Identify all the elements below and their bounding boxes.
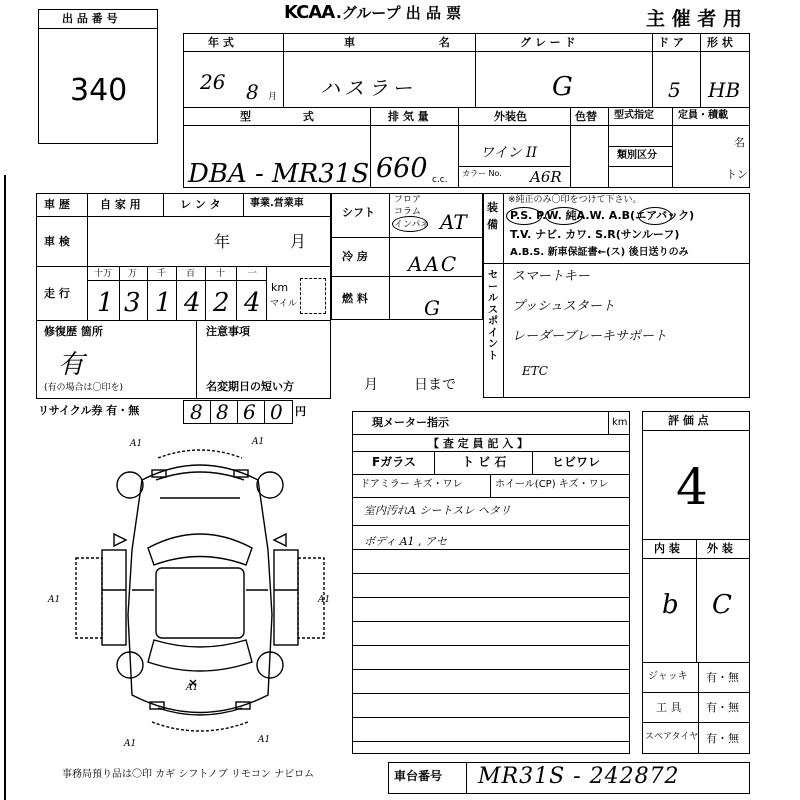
car-name-label: 車 名	[344, 36, 490, 49]
mirror-label: ドアミラー キズ・ワレ	[360, 479, 463, 490]
displacement-label: 排 気 量	[388, 110, 429, 123]
brand-logo: KCAA	[284, 2, 335, 23]
note-rule-line	[352, 645, 630, 646]
meter-label: 現メーター指示	[372, 416, 449, 429]
damage-mark-left-side: A1	[48, 595, 61, 605]
inspection-remark-1: 室内汚れA シートスレ ヘタリ	[364, 504, 511, 517]
score-label: 評 価 点	[668, 414, 709, 427]
damage-mark-roof: A1	[186, 683, 199, 693]
note-rule-line	[352, 597, 630, 598]
mileage-digit-label-2: 万	[128, 269, 138, 279]
color-number-value: A6R	[530, 168, 562, 186]
recycle-unit: 円	[295, 405, 306, 418]
ac-value: AAC	[408, 252, 459, 276]
sales-point-label: セールスポイント	[488, 270, 498, 362]
inspector-label: 【 査 定 員 記 入 】	[428, 437, 528, 450]
month-value: 8	[246, 80, 259, 104]
history-label: 車 歴	[44, 198, 70, 211]
month-unit: 月	[268, 92, 278, 102]
ac-label: 冷 房	[342, 250, 368, 263]
ps-circle	[506, 207, 542, 225]
inspection-label: 車 検	[44, 235, 70, 248]
displacement-value: 660	[376, 153, 428, 184]
note-rule-line	[352, 717, 630, 718]
exterior-color-label: 外装色	[494, 110, 527, 123]
name-change-label: 名変期日の短い方	[206, 380, 294, 393]
note-rule-line	[352, 549, 630, 550]
repair-history-value: 有	[58, 350, 85, 380]
glass-chip: ト ビ 石	[462, 455, 507, 469]
tools-value: 有・無	[706, 701, 739, 714]
model-value: DBA - MR31S	[188, 159, 370, 189]
score-value: 4	[676, 458, 708, 516]
mileage-digit-4: 4	[184, 288, 201, 318]
model-label: 型 式	[240, 110, 338, 123]
grade-value: G	[552, 72, 573, 102]
color-number-label: カラー No.	[462, 169, 502, 178]
mileage-digit-1: 1	[97, 288, 114, 318]
jack-value: 有・無	[706, 671, 739, 684]
damage-mark-front-right: A1	[252, 437, 265, 447]
exterior-color-value: ワイン II	[480, 145, 538, 161]
repair-history-label: 修復歴 箇所	[44, 325, 103, 338]
history-private[interactable]: 自 家 用	[100, 198, 141, 211]
fuel-value: G	[424, 296, 440, 320]
spare-tire-value: 有・無	[706, 732, 739, 745]
meter-unit: km	[612, 417, 628, 428]
jack-label: ジャッキ	[648, 671, 688, 682]
doors-label: ド ア	[658, 36, 684, 49]
equipment-note: ※純正のみ〇印をつけて下さい。	[508, 195, 642, 205]
category-label: 類別区分	[617, 150, 657, 161]
recycle-digit-2: 8	[216, 400, 229, 424]
glass-label: Fガラス	[372, 455, 416, 469]
exterior-value: C	[712, 590, 732, 620]
ab-circle	[638, 207, 672, 225]
glass-crack: ヒビワレ	[552, 455, 601, 469]
mileage-digit-label-6: 一	[248, 269, 258, 279]
shift-selected-circle	[392, 216, 428, 232]
mileage-digit-5: 2	[213, 288, 230, 318]
capacity-ton-unit: トン	[726, 168, 748, 181]
year-label: 年 式	[208, 36, 234, 49]
damage-mark-right-side: A1	[318, 595, 331, 605]
shift-floor: フロア	[394, 195, 422, 205]
mileage-unit-km: km	[271, 281, 289, 294]
shift-value: AT	[440, 210, 467, 234]
repair-history-note: (有の場合は〇印を)	[44, 383, 124, 393]
year-value: 26	[200, 70, 226, 94]
damage-mark-rear-left: A1	[124, 739, 137, 749]
shape-label: 形 状	[707, 36, 733, 49]
chassis-number: MR31S - 242872	[478, 764, 680, 789]
name-change-month: 月	[364, 377, 378, 393]
repaint-label: 色替	[575, 110, 597, 123]
mileage-digit-label-4: 百	[186, 269, 196, 279]
recycle-digit-1: 8	[190, 400, 203, 424]
sales-point-4: ETC	[522, 364, 548, 378]
note-rule-line	[352, 621, 630, 622]
fuel-label: 燃 料	[342, 292, 368, 305]
wheel-label: ホイール(CP) キズ・ワレ	[495, 479, 609, 490]
notes-label: 注意事項	[206, 325, 250, 338]
type-designation-label: 型式指定	[614, 110, 654, 121]
inspection-remark-2: ボディ A1 , アセ	[364, 535, 447, 548]
history-rental[interactable]: レ ン タ	[180, 198, 221, 211]
note-rule-line	[352, 669, 630, 670]
interior-label: 内 装	[654, 542, 680, 555]
inspection-month-unit: 月	[290, 232, 307, 251]
equipment-line-2: T.V. ナビ. カワ. S.R(サンルーフ)	[510, 228, 680, 241]
office-note: 事務局預り品は〇印 カギ シフトノブ リモコン ナビロム	[62, 769, 315, 780]
mileage-unit-mile: マイル	[270, 299, 297, 309]
sheet-title: .グループ 出 品 票	[336, 4, 462, 22]
note-rule-line	[352, 573, 630, 574]
mileage-digit-label-5: 十	[216, 269, 226, 279]
pw-circle	[545, 207, 583, 225]
shift-panel: インパネ	[394, 220, 430, 230]
spare-tire-label: スペアタイヤ	[645, 732, 699, 742]
shift-column: コラム	[394, 207, 421, 217]
note-rule-line	[352, 525, 630, 526]
tools-label: 工 具	[656, 701, 682, 714]
recycle-digit-4: 0	[270, 400, 283, 424]
car-damage-diagram	[60, 437, 340, 760]
equipment-line-3: A.B.S. 新車保証書←(ス) 後日送りのみ	[510, 247, 689, 258]
lot-number-label: 出 品 番 号	[62, 12, 118, 25]
recycle-digit-3: 6	[243, 400, 256, 424]
damage-mark-rear-right: A1	[258, 735, 271, 745]
shape-value: HB	[708, 78, 741, 102]
name-change-day: 日まで	[414, 377, 456, 393]
note-rule-line	[352, 693, 630, 694]
shift-label: シフト	[342, 206, 375, 219]
displacement-unit: c.c.	[432, 175, 448, 185]
sales-point-3: レーダーブレーキサポート	[512, 329, 667, 344]
chassis-label: 車台番号	[394, 769, 443, 783]
sales-point-2: プッシュスタート	[512, 299, 615, 314]
equipment-label: 装 備	[487, 201, 498, 231]
mileage-digit-2: 3	[124, 288, 141, 318]
mileage-label: 走 行	[44, 287, 70, 300]
grade-label: グ レ ー ド	[520, 36, 576, 49]
note-rule-line	[352, 741, 630, 742]
mileage-digit-6: 4	[244, 288, 261, 318]
binding-edge	[4, 175, 6, 800]
recycle-label: リサイクル券 有・無	[38, 404, 140, 417]
interior-value: b	[662, 590, 679, 620]
exterior-label: 外 装	[707, 542, 733, 555]
mileage-digit-label-3: 千	[157, 269, 167, 279]
history-commercial[interactable]: 事業.営業車	[250, 198, 304, 209]
damage-mark-front-left: A1	[130, 439, 143, 449]
doors-value: 5	[668, 78, 681, 102]
sales-point-1: スマートキー	[512, 269, 590, 284]
capacity-person-unit: 名	[734, 136, 745, 149]
car-name-value: ハスラー	[320, 76, 416, 100]
mileage-digit-3: 1	[155, 288, 172, 318]
capacity-label: 定員・積載	[678, 110, 728, 121]
lot-number-value: 340	[70, 73, 128, 108]
mileage-digit-label-1: 十万	[94, 269, 113, 279]
equipment-line-1: P.S. P.W. 純A.W. A.B(エアバック)	[510, 209, 695, 222]
inspection-year-unit: 年	[214, 232, 231, 251]
organizer-label: 主 催 者 用	[646, 8, 742, 30]
